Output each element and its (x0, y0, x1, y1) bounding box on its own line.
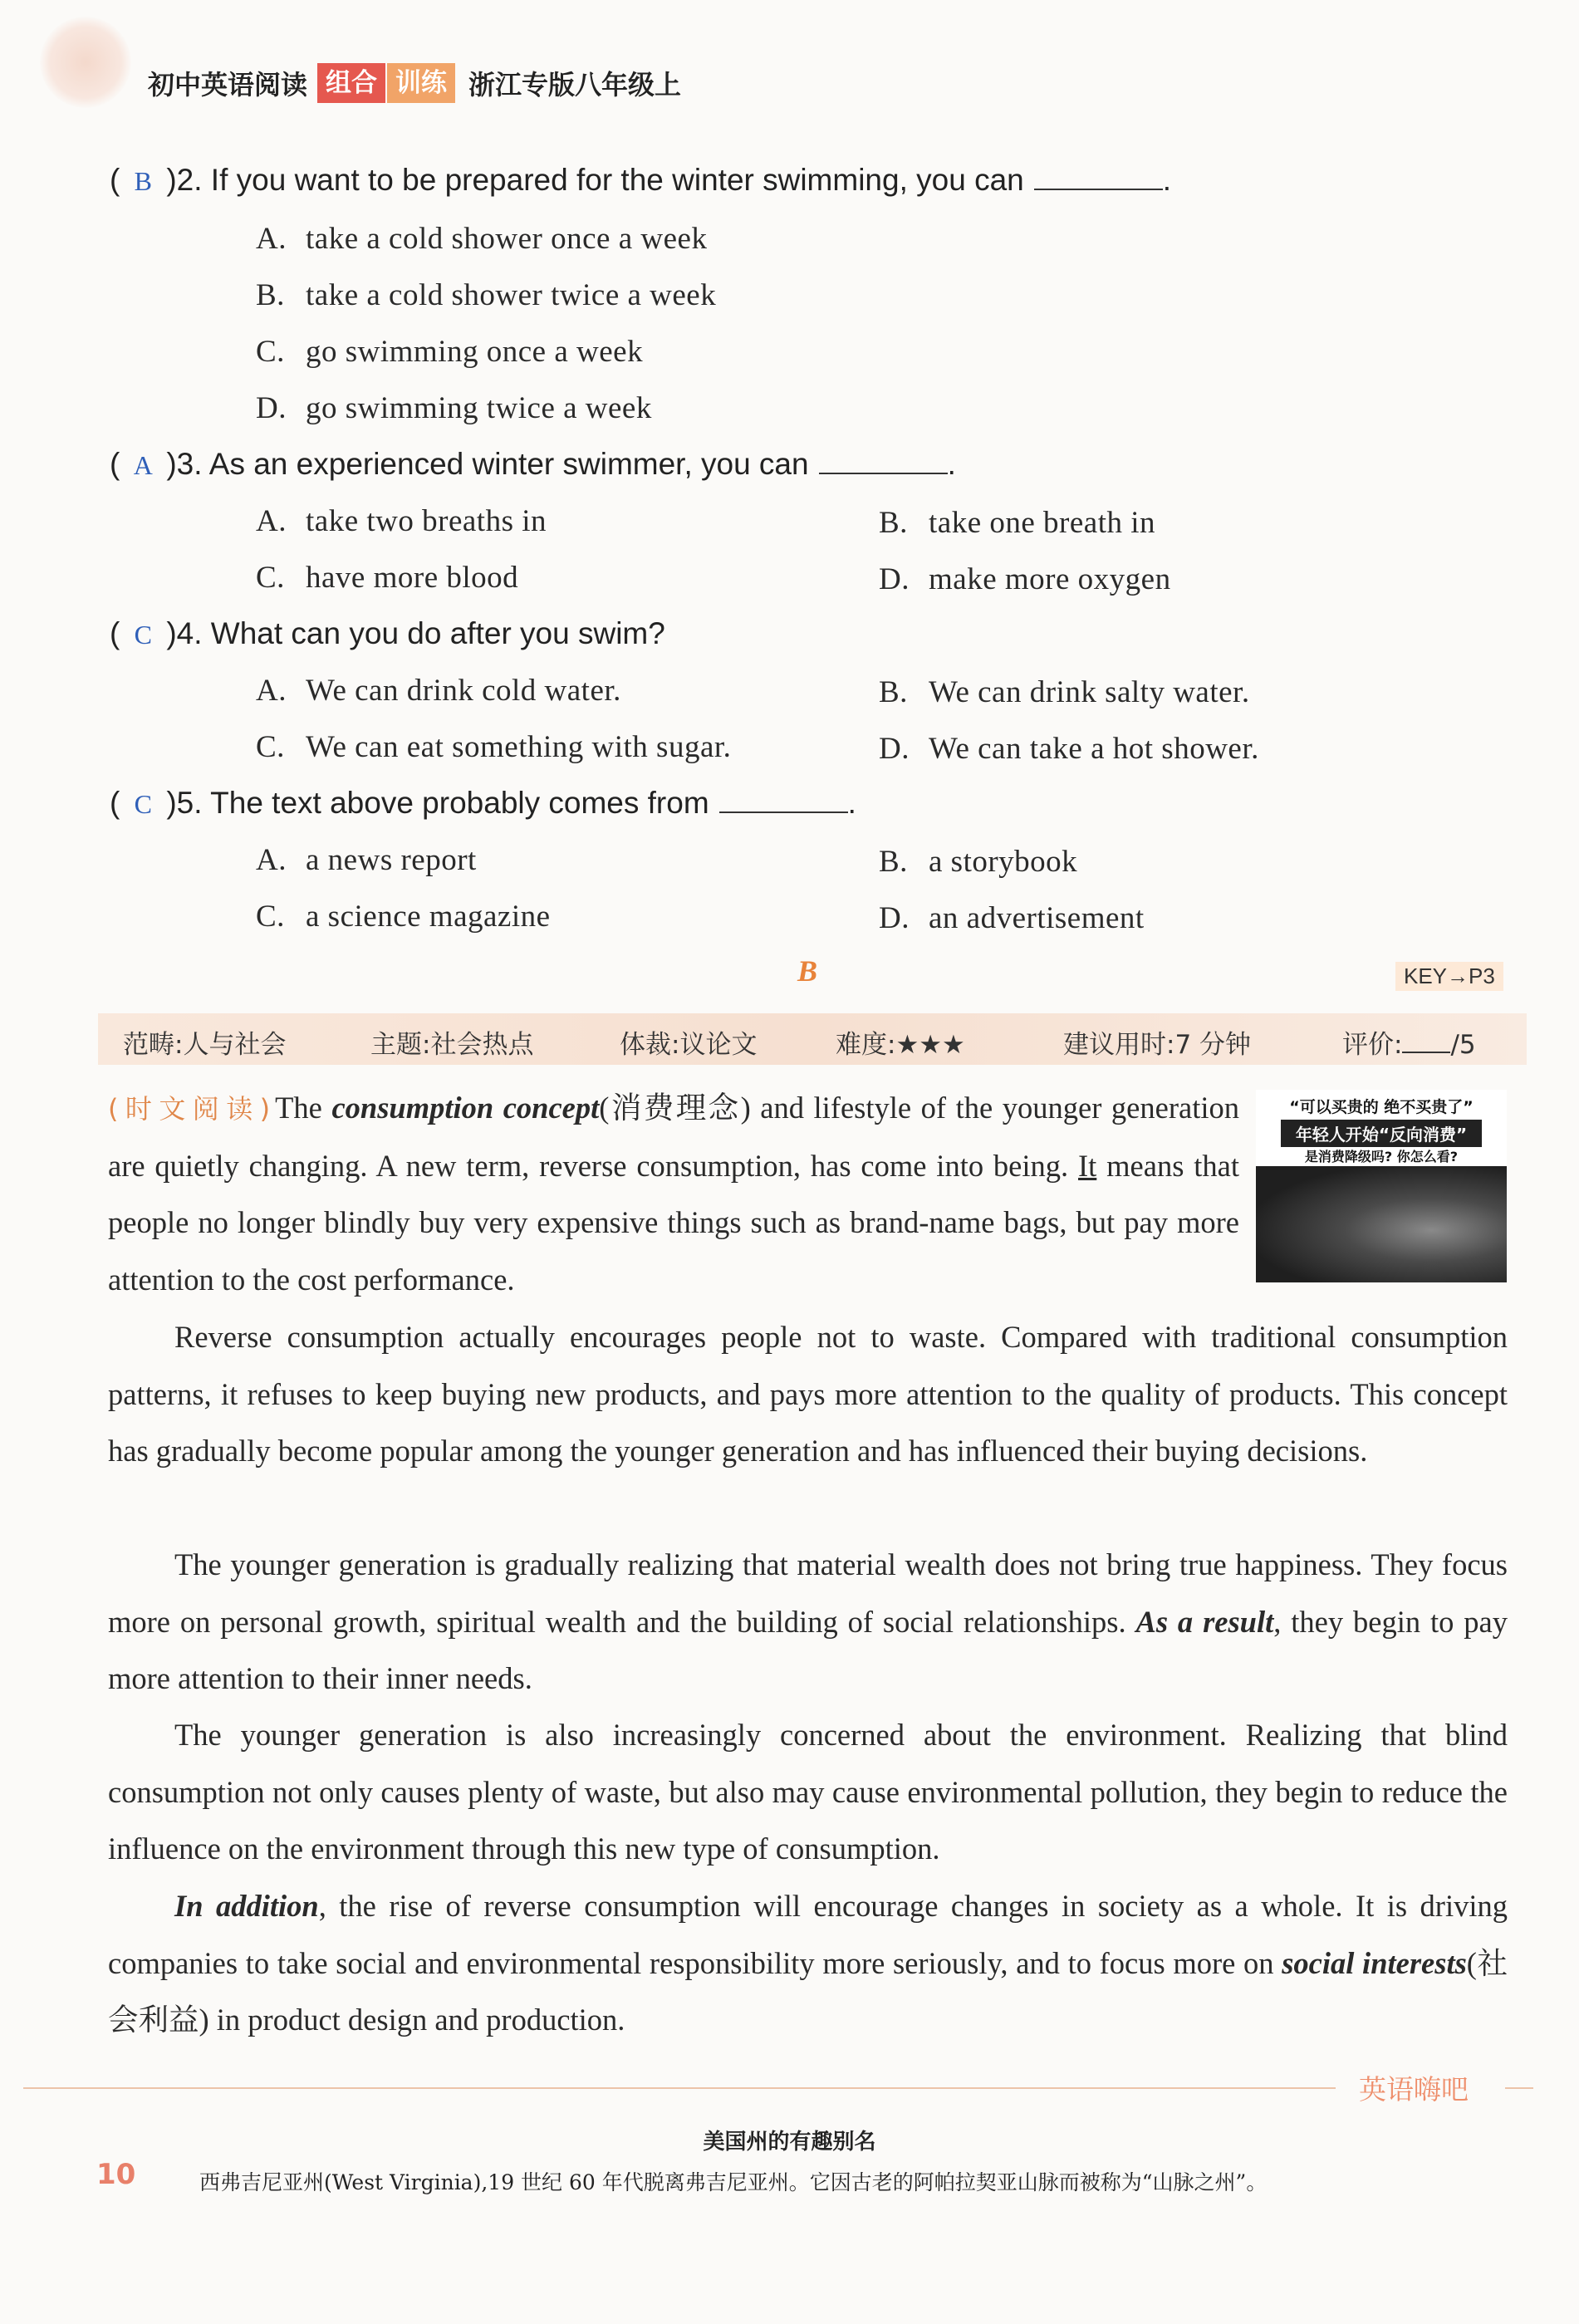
info-theme: 主题:社会热点 (370, 1030, 534, 1060)
option-b: B. take one breath in (879, 506, 1156, 540)
passage-paragraph-1: (时文阅读)The consumption concept(消费理念) and lifestyle of the younger generation are quietly changing. A new term, reverse consumption, has come into being. It means that people no longer blindly buy very expensive things such as brand-name bags, but pay more attention to the cost performance. (108, 1091, 1239, 1297)
passage-paragraph-4: The younger generation is also increasingly concerned about the environment. Realizing that blind consumption not only causes plenty of waste, but also may cause environmental pollution, they begin to reduce the influence on the environment through this new type of consumption. (108, 1718, 1508, 1866)
page-number: 10 (96, 2158, 136, 2191)
header-decoration (40, 17, 131, 108)
info-score (1342, 1023, 1476, 1061)
option-b: B. take a cold shower twice a week (256, 278, 717, 312)
option-a: A. take a cold shower once a week (256, 222, 708, 256)
header-tag-1: 组合 (317, 63, 385, 103)
footer-divider (23, 2087, 1336, 2089)
question-number: 3. (176, 447, 203, 481)
score-label: 评价: (1342, 1030, 1403, 1060)
answer-blank (819, 448, 948, 474)
option-a: A. We can drink cold water. (256, 674, 621, 708)
option-c: C. go swimming once a week (256, 335, 644, 369)
question-stem: If you want to be prepared for the winter swimming, you can (210, 163, 1024, 197)
option-b: B. We can drink salty water. (879, 675, 1250, 709)
key-term: As a result (1135, 1604, 1274, 1639)
passage-paragraph-3: The younger generation is gradually realizing that material wealth does not bring true happiness. They focus more on personal growth, spiritual wealth and the building of social relationships. As a result, they begin to pay more attention to their inner needs. (108, 1547, 1508, 1695)
book-title: 初中英语阅读 (148, 69, 308, 101)
option-d: D. go swimming twice a week (256, 391, 652, 425)
option-a: A. take two breaths in (256, 504, 547, 538)
info-genre: 体裁:议论文 (620, 1030, 758, 1060)
passage-paragraph-2: Reverse consumption actually encourages people not to waste. Compared with traditional consumption patterns, it refuses to keep buying new products, and pays more attention to the quality of products. This concept has gradually become popular among the younger generation and has influenced their buying decisions. (108, 1320, 1508, 1468)
option-c: C. We can eat something with sugar. (256, 730, 732, 764)
fun-fact-title: 美国州的有趣别名 (703, 2130, 876, 2155)
answer-mark: B (134, 166, 152, 196)
question-number: 5. (176, 786, 203, 820)
passage-paragraph-5: In addition, the rise of reverse consumption will encourage changes in society as a whole. It is driving companies to take social and environmental responsibility more seriously, and to focus more on social interests(社会利益) in product design and production. (108, 1889, 1508, 2037)
option-b: B. a storybook (879, 845, 1078, 879)
score-blank (1402, 1030, 1450, 1053)
answer-mark: C (134, 789, 152, 819)
question-3: ( A )3. As an experienced winter swimmer, you can . (110, 447, 956, 481)
question-2: ( B )2. If you want to be prepared for the winter swimming, you can . (110, 163, 1172, 197)
question-stem: The text above probably comes from (210, 786, 709, 820)
info-scope: 范畴:人与社会 (123, 1030, 287, 1060)
section-label: B (797, 954, 818, 988)
answer-key-reference: KEY→P3 (1395, 962, 1503, 991)
news-image (1256, 1090, 1507, 1282)
page-header (148, 60, 681, 106)
image-caption-2: 年轻人开始“反向消费” (1281, 1120, 1482, 1147)
header-tag-2: 训练 (387, 63, 455, 103)
answer-blank (719, 787, 848, 813)
hands-photo (1256, 1166, 1507, 1282)
question-stem: As an experienced winter swimmer, you can (208, 447, 809, 481)
option-a: A. a news report (256, 843, 477, 877)
key-term: social interests (1282, 1945, 1467, 1980)
book-subtitle: 浙江专版八年级上 (468, 69, 682, 101)
question-number: 2. (176, 163, 203, 197)
info-difficulty: 难度:★★★ (836, 1030, 965, 1060)
underlined-word: It (1078, 1148, 1097, 1183)
key-term: consumption concept (331, 1091, 600, 1125)
option-d: D. We can take a hot shower. (879, 732, 1259, 766)
answer-blank (1034, 164, 1163, 190)
question-stem: What can you do after you swim? (210, 616, 665, 650)
question-number: 4. (176, 616, 203, 650)
question-4: ( C )4. What can you do after you swim? (110, 616, 665, 650)
reading-lead: (时文阅读) (108, 1093, 276, 1125)
question-5: ( C )5. The text above probably comes from . (110, 786, 856, 820)
image-caption-1: “可以买贵的 绝不买贵了” (1289, 1098, 1474, 1116)
option-c: C. a science magazine (256, 900, 551, 934)
option-d: D. make more oxygen (879, 562, 1171, 596)
footer-divider-end (1505, 2087, 1533, 2089)
answer-mark: A (133, 450, 153, 480)
answer-mark: C (134, 620, 152, 650)
info-time: 建议用时:7 分钟 (1063, 1030, 1252, 1060)
image-caption-3: 是消费降级吗? 你怎么看? (1304, 1149, 1459, 1164)
footer-logo: 英语嗨吧 (1359, 2073, 1469, 2106)
fun-fact-text: 西弗吉尼亚州(West Virginia),19 世纪 60 年代脱离弗吉尼亚州。它因古老的阿帕拉契亚山脉而被称为“山脉之州”。 (199, 2170, 1268, 2194)
score-total: /5 (1450, 1030, 1476, 1060)
option-c: C. have more blood (256, 561, 519, 595)
option-d: D. an advertisement (879, 901, 1145, 935)
info-bar (98, 1013, 1527, 1065)
key-term: In addition (174, 1889, 319, 1923)
